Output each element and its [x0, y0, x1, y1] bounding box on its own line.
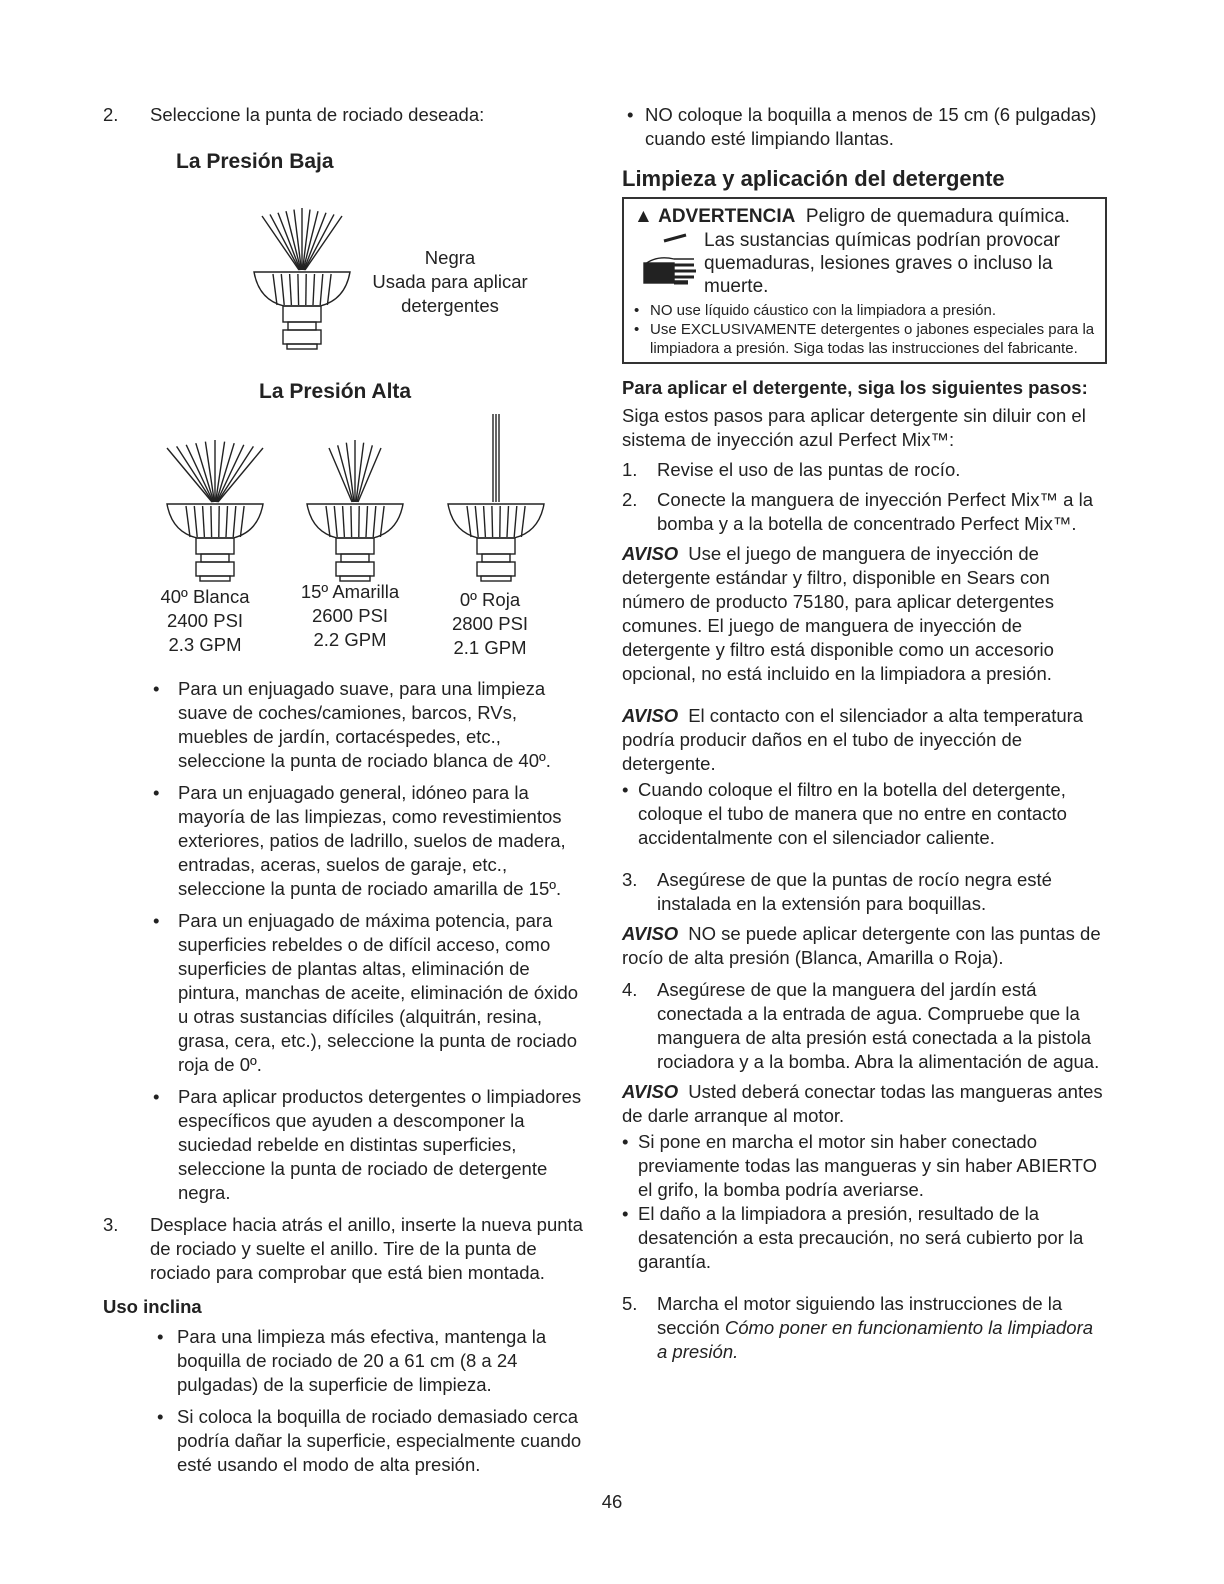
aviso-text: Use el juego de manguera de inyección de detergente estándar y filtro, disponible en Sears con número de producto 75180, para aplicar detergentes comunes. El juego de manguera de inyección de detergente y filtro está disponible como un accesorio opcional, no está incluido en la limpiadora a presión. — [622, 543, 1054, 684]
warning-label: ADVERTENCIA — [658, 206, 796, 227]
list-item: • Para un enjuagado general, idóneo para la mayoría de las limpiezas, como revestimientos exteriores, patios de ladrillo, suelos de madera, entradas, aceras, suelos de garaje, etc., seleccione la punta de rociado amarilla de 15º. — [153, 781, 583, 901]
aviso-label: AVISO — [622, 1081, 679, 1102]
chemical-burn-hand-icon — [634, 229, 704, 289]
step-number: 3. — [622, 869, 638, 890]
nozzle-name: Negra — [424, 247, 476, 268]
list-item: • Cuando coloque el filtro en la botella del detergente, coloque el tubo de manera que no entre en contacto accidentalmente con el silenciador caliente. — [622, 778, 1107, 850]
red-nozzle-illustration — [441, 412, 551, 588]
spray-line — [186, 445, 213, 502]
nozzle-icon — [300, 412, 410, 582]
step-number: 5. — [622, 1293, 638, 1314]
aviso-text: NO se puede aplicar detergente con las puntas de rocío de alta presión (Blanca, Amarilla o Roja). — [622, 923, 1101, 968]
right-steps-1-2 — [622, 458, 1107, 536]
section-reference: Cómo poner en funcionamiento la limpiadora a presión. — [657, 1317, 1094, 1362]
warning-box — [622, 197, 1107, 364]
nozzle-name: 15º Amarilla — [300, 581, 400, 602]
step-2 — [103, 103, 583, 127]
page-number: 46 — [601, 1491, 623, 1512]
spray-line — [217, 445, 244, 502]
top-bullet: • NO coloque la boquilla a menos de 15 cm (6 pulgadas) cuando esté limpiando llantas. — [627, 103, 1107, 151]
warning-body: Las sustancias químicas podrían provocar quemaduras, lesiones graves o incluso la muerte. — [704, 230, 1060, 297]
nozzle-gpm: 2.3 GPM — [168, 634, 242, 655]
step-2 — [622, 488, 1107, 536]
nozzle-icon — [247, 180, 357, 350]
nozzle-gpm: 2.1 GPM — [453, 637, 527, 658]
step-text: Revise el uso de las puntas de rocío. — [657, 459, 961, 480]
aviso-text: El contacto con el silenciador a alta temperatura podría producir daños en el tubo de inyección de detergente. — [622, 705, 1084, 774]
step-text: Seleccione la punta de rociado deseada: — [150, 104, 485, 125]
uso-inclina-list — [103, 1325, 583, 1477]
aviso-label: AVISO — [622, 543, 679, 564]
nozzle-icon — [441, 412, 551, 582]
aviso-2 — [622, 704, 1107, 850]
warning-triangle-icon: ▲ — [634, 206, 653, 227]
aviso-label: AVISO — [622, 705, 679, 726]
steps-title: Para aplicar el detergente, siga los siguientes pasos: — [622, 377, 1088, 398]
step-text: Desplace hacia atrás el anillo, inserte la nueva punta de rociado y suelte el anillo. Tire de la punta de rociado para comprobar que está bien montada. — [150, 1214, 583, 1283]
list-item: • Use EXCLUSIVAMENTE detergentes o jabones especiales para la limpiadora a presión. Siga todas las instrucciones del fabricante. — [634, 320, 1097, 358]
step-number: 2. — [103, 104, 119, 125]
nozzle-desc: Usada para aplicar — [372, 271, 528, 292]
aviso-4 — [622, 1080, 1107, 1274]
list-item: • Para un enjuagado de máxima potencia, para superficies rebeldes o de difícil acceso, como superficies de plantas altas, eliminación de pintura, manchas de aceite, eliminación de óxido u otras sustancias difíciles (alquitrán, resina, grasa, cera, etc.), seleccione la punta de rociado roja de 0º. — [153, 909, 583, 1077]
nozzle-gpm: 2.2 GPM — [313, 629, 387, 650]
left-column — [103, 103, 583, 1477]
list-item: • NO use líquido cáustico con la limpiadora a presión. — [634, 301, 1097, 320]
nozzle-psi: 2400 PSI — [166, 610, 244, 631]
list-item: • Para una limpieza más efectiva, mantenga la boquilla de rociado de 20 a 61 cm (8 a 24 pulgadas) de la superficie de limpieza. — [157, 1325, 583, 1397]
white-nozzle-illustration — [160, 412, 270, 588]
step-text: Asegúrese de que la manguera del jardín está conectada a la entrada de agua. Compruebe que la manguera de alta presión está conectada a la pistola rociadora y a la bomba. Abra la alimentación de agua. — [657, 979, 1100, 1072]
white-nozzle-caption — [140, 585, 270, 657]
list-item: • Si pone en marcha el motor sin haber conectado previamente todas las mangueras y sin haber ABIERTO el grifo, la bomba podría averiarse. — [622, 1130, 1107, 1202]
nozzle-usage-list — [103, 677, 583, 1205]
step-3-right — [622, 868, 1107, 916]
steps-intro: Siga estos pasos para aplicar detergente sin diluir con el sistema de inyección azul Perfect Mix™: — [622, 405, 1086, 450]
step-number: 2. — [622, 489, 638, 510]
aviso-label: AVISO — [622, 923, 679, 944]
nozzle-icon — [160, 412, 270, 582]
nozzle-psi: 2600 PSI — [311, 605, 389, 626]
step-4-right — [622, 978, 1107, 1074]
black-nozzle-illustration — [247, 180, 357, 356]
warning-headline: Peligro de quemadura química. — [805, 206, 1070, 227]
step-number: 4. — [622, 979, 638, 1000]
step-text: Conecte la manguera de inyección Perfect Mix™ a la bomba y a la botella de concentrado Perfect Mix™. — [657, 489, 1093, 534]
step-text: Marcha el motor siguiendo las instrucciones de la sección — [657, 1293, 1063, 1338]
step-text: Asegúrese de que la puntas de rocío negra esté instalada en la extensión para boquillas. — [657, 869, 1052, 914]
list-item: • El daño a la limpiadora a presión, resultado de la desatención a esta precaución, no será cubierto por la garantía. — [622, 1202, 1107, 1274]
low-pressure-title: La Presión Baja — [176, 150, 334, 173]
yellow-nozzle-illustration — [300, 412, 410, 588]
step-1 — [622, 458, 1107, 482]
right-column — [622, 103, 1107, 1370]
nozzle-desc: detergentes — [401, 295, 499, 316]
step-3 — [103, 1213, 583, 1285]
black-nozzle-caption — [360, 246, 540, 318]
step-number: 1. — [622, 459, 638, 480]
aviso-3 — [622, 922, 1107, 970]
list-item: • Si coloca la boquilla de rociado demasiado cerca podría dañar la superficie, especialmente cuando esté usando el modo de alta presión. — [157, 1405, 583, 1477]
section-title: Limpieza y aplicación del detergente — [622, 166, 1005, 191]
nozzle-name: 0º Roja — [459, 589, 521, 610]
aviso-1 — [622, 542, 1107, 686]
red-nozzle-caption — [425, 588, 555, 660]
nozzle-name: 40º Blanca — [160, 586, 250, 607]
list-item: • Para aplicar productos detergentes o limpiadores específicos que ayuden a descomponer la suciedad rebelde en distintas superficies, seleccione la punta de rociado de detergente negra. — [153, 1085, 583, 1205]
high-pressure-title: La Presión Alta — [259, 380, 412, 403]
yellow-nozzle-caption — [285, 580, 415, 652]
uso-inclina-title: Uso inclina — [103, 1296, 202, 1317]
step-number: 3. — [103, 1214, 119, 1235]
nozzle-psi: 2800 PSI — [451, 613, 529, 634]
nozzle-figure — [103, 127, 583, 677]
list-item: • Para un enjuagado suave, para una limpieza suave de coches/camiones, barcos, RVs, muebles de jardín, cortacéspedes, etc., seleccione la punta de rociado blanca de 40º. — [153, 677, 583, 773]
aviso-text: Usted deberá conectar todas las mangueras antes de darle arranque al motor. — [622, 1081, 1103, 1126]
step-5-right — [622, 1292, 1107, 1364]
